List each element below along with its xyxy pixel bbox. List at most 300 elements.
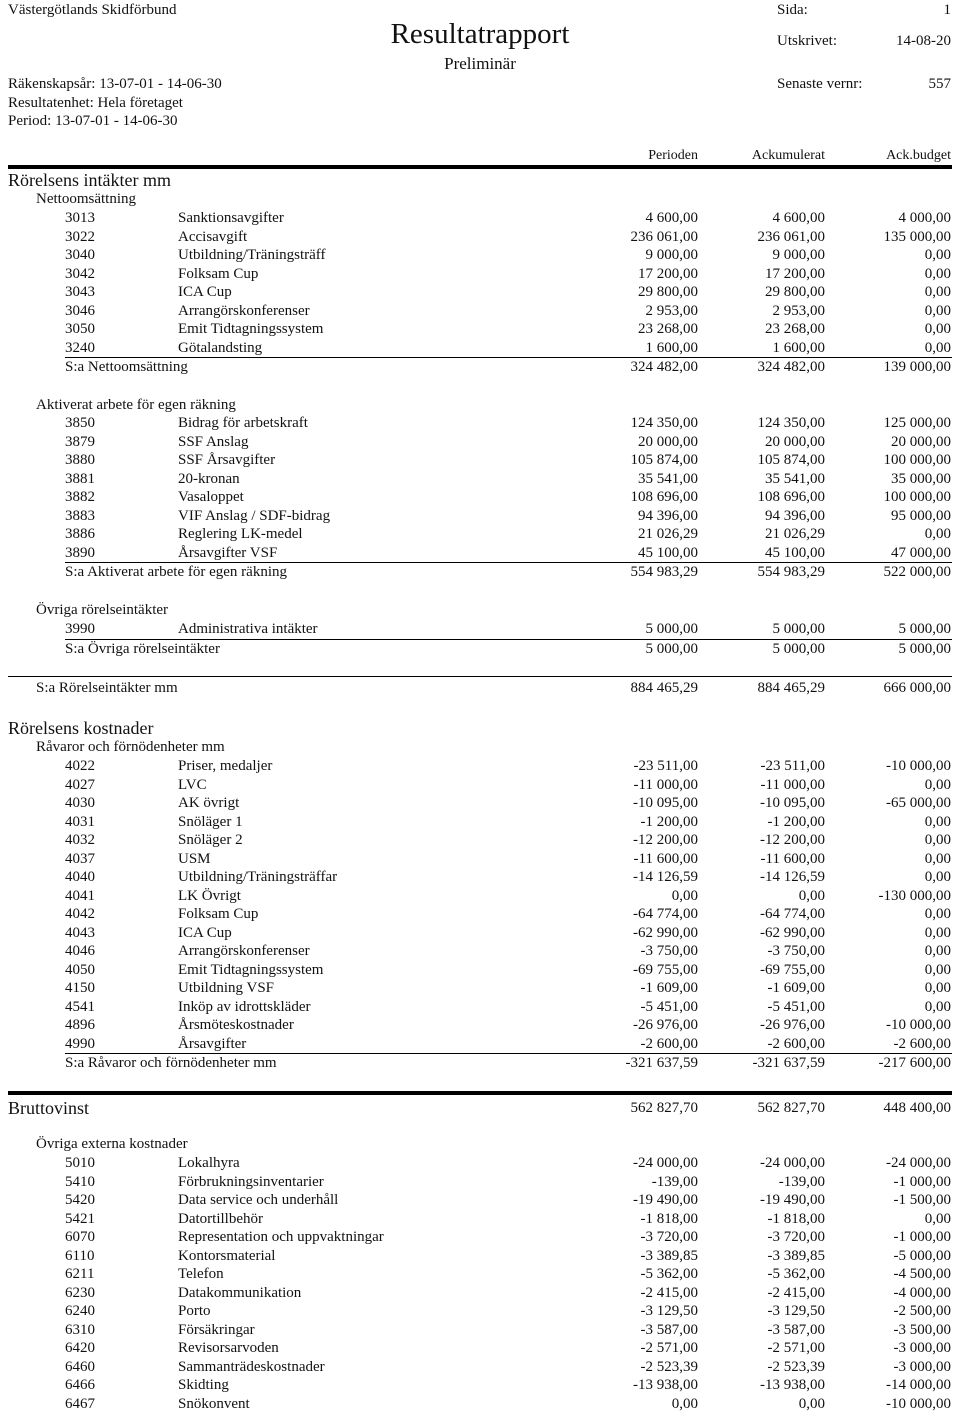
gross-profit-accumulated: 562 827,70: [757, 1100, 825, 1116]
amount-period: -69 755,00: [633, 961, 698, 978]
amount-period: -3 389,85: [640, 1247, 698, 1264]
account-number: 6211: [65, 1266, 95, 1282]
subtotal-rule: [65, 562, 952, 563]
account-number: 5420: [65, 1192, 95, 1208]
version-number: 557: [928, 76, 951, 92]
amount-period: 124 350,00: [630, 415, 698, 431]
account-row: [0, 545, 960, 563]
account-name: Försäkringar: [178, 1321, 255, 1338]
amount-accumulated: -62 990,00: [760, 924, 825, 941]
income-total-period: 884 465,29: [630, 680, 698, 696]
group-title-externa: Övriga externa kostnader: [36, 1136, 188, 1152]
amount-budget: -14 000,00: [886, 1377, 951, 1393]
amount-budget: -2 500,00: [893, 1303, 951, 1319]
account-row: [0, 229, 960, 247]
account-name: Snöläger 2: [178, 832, 243, 848]
account-row: [0, 1155, 960, 1173]
amount-period: 45 100,00: [638, 544, 698, 561]
account-row: [0, 526, 960, 544]
amount-period: 21 026,29: [638, 526, 698, 542]
account-name: Administrativa intäkter: [178, 621, 318, 637]
account-row: [0, 906, 960, 924]
account-number: 3990: [65, 621, 95, 637]
amount-budget: 0,00: [924, 869, 951, 885]
account-number: 3013: [65, 210, 95, 226]
account-name: LK Övrigt: [178, 887, 241, 904]
amount-accumulated: -24 000,00: [760, 1155, 825, 1171]
amount-budget: 0,00: [924, 1210, 951, 1227]
amount-period: -5 451,00: [640, 998, 698, 1015]
amount-accumulated: 20 000,00: [765, 433, 825, 450]
amount-period: -3 750,00: [640, 943, 698, 959]
amount-accumulated: 9 000,00: [772, 247, 825, 263]
income-total-label: S:a Rörelseintäkter mm: [36, 680, 178, 696]
amount-accumulated: 17 200,00: [765, 265, 825, 282]
account-name: Datortillbehör: [178, 1210, 263, 1227]
amount-accumulated: 35 541,00: [765, 470, 825, 487]
version-label: Senaste vernr:: [777, 76, 863, 92]
account-name: Accisavgift: [178, 228, 248, 245]
amount-period: 236 061,00: [630, 228, 698, 245]
subtotal-rule: [65, 1053, 952, 1054]
amount-period: 94 396,00: [638, 507, 698, 524]
account-name: USM: [178, 850, 211, 867]
page-label: Sida:: [777, 2, 808, 18]
account-number: 4031: [65, 813, 95, 830]
account-name: Emit Tidtagningssystem: [178, 321, 324, 337]
account-row: [0, 1359, 960, 1377]
account-row: [0, 1229, 960, 1247]
amount-accumulated: 94 396,00: [765, 507, 825, 524]
amount-budget: 35 000,00: [891, 470, 951, 487]
amount-budget: -10 000,00: [886, 1017, 951, 1033]
amount-budget: -24 000,00: [886, 1155, 951, 1171]
account-row: [0, 999, 960, 1017]
account-row: [0, 508, 960, 526]
subtotal-row: [0, 641, 960, 659]
amount-period: -13 938,00: [633, 1377, 698, 1393]
account-name: ICA Cup: [178, 924, 232, 941]
amount-period: -2 600,00: [640, 1035, 698, 1052]
amount-budget: 4 000,00: [898, 210, 951, 226]
amount-period: -23 511,00: [633, 758, 698, 774]
account-name: Priser, medaljer: [178, 758, 273, 774]
amount-budget: 0,00: [924, 776, 951, 793]
amount-accumulated: -19 490,00: [760, 1192, 825, 1208]
amount-accumulated: -5 362,00: [767, 1266, 825, 1282]
account-name: Utbildning VSF: [178, 980, 274, 996]
account-row: [0, 1285, 960, 1303]
account-row: [0, 452, 960, 470]
income-total-budget: 666 000,00: [883, 680, 951, 696]
amount-period: 9 000,00: [645, 247, 698, 263]
account-name: Data service och underhåll: [178, 1192, 339, 1208]
account-row: [0, 1322, 960, 1340]
subtotal-rule: [65, 357, 952, 358]
account-name: Emit Tidtagningssystem: [178, 961, 324, 978]
account-number: 5410: [65, 1173, 95, 1190]
account-number: 6467: [65, 1395, 95, 1412]
account-name: Årsavgifter VSF: [178, 544, 278, 561]
amount-period: -3 720,00: [640, 1229, 698, 1245]
account-number: 4541: [65, 998, 95, 1015]
account-name: Reglering LK-medel: [178, 526, 303, 542]
subtotal-accumulated: -321 637,59: [752, 1055, 825, 1071]
amount-accumulated: -13 938,00: [760, 1377, 825, 1393]
account-name: LVC: [178, 776, 207, 793]
account-name: Utbildning/Träningsträff: [178, 247, 326, 263]
gross-profit-period: 562 827,70: [630, 1100, 698, 1116]
amount-period: -2 523,39: [640, 1358, 698, 1375]
subtotal-period: 554 983,29: [630, 564, 698, 580]
amount-period: 0,00: [671, 1395, 698, 1412]
amount-budget: 0,00: [924, 832, 951, 848]
amount-budget: 0,00: [924, 526, 951, 542]
account-row: [0, 321, 960, 339]
group-title-ovriga-intakter: Övriga rörelseintäkter: [36, 602, 169, 618]
section-title-income: Rörelsens intäkter mm: [8, 170, 171, 190]
amount-period: -12 200,00: [633, 832, 698, 848]
amount-accumulated: 29 800,00: [765, 284, 825, 300]
account-name: VIF Anslag / SDF-bidrag: [178, 507, 331, 524]
account-number: 4032: [65, 832, 95, 848]
account-row: [0, 1036, 960, 1054]
amount-budget: -4 000,00: [893, 1284, 951, 1301]
amount-period: -3 129,50: [640, 1303, 698, 1319]
subtotal-accumulated: 324 482,00: [757, 359, 825, 375]
account-number: 3240: [65, 339, 95, 356]
account-number: 3043: [65, 284, 95, 300]
amount-period: -2 571,00: [640, 1340, 698, 1356]
account-number: 4150: [65, 980, 95, 996]
account-row: [0, 210, 960, 228]
account-number: 4041: [65, 887, 95, 904]
account-name: Revisorsarvoden: [178, 1340, 279, 1356]
account-number: 3879: [65, 433, 95, 450]
gross-profit-row: [0, 1098, 960, 1120]
page-number: 1: [943, 2, 951, 18]
amount-budget: -1 000,00: [893, 1173, 951, 1190]
amount-budget: -10 000,00: [886, 758, 951, 774]
report-title: Resultatrapport: [390, 18, 570, 50]
amount-accumulated: -3 129,50: [767, 1303, 825, 1319]
account-number: 6110: [65, 1247, 95, 1264]
amount-budget: 0,00: [924, 321, 951, 337]
amount-period: 105 874,00: [630, 452, 698, 468]
amount-accumulated: 23 268,00: [765, 321, 825, 337]
account-name: Arrangörskonferenser: [178, 302, 310, 319]
account-number: 4896: [65, 1017, 95, 1033]
account-number: 3040: [65, 247, 95, 263]
account-row: [0, 471, 960, 489]
amount-accumulated: 236 061,00: [757, 228, 825, 245]
amount-period: -2 415,00: [640, 1284, 698, 1301]
amount-period: -139,00: [651, 1173, 698, 1190]
group-title-ravaror: Råvaror och förnödenheter mm: [36, 739, 225, 755]
amount-budget: -4 500,00: [893, 1266, 951, 1282]
amount-accumulated: 5 000,00: [772, 621, 825, 637]
amount-period: 2 953,00: [645, 302, 698, 319]
amount-budget: 0,00: [924, 284, 951, 300]
account-name: Vasaloppet: [178, 489, 244, 505]
subtotal-label: S:a Övriga rörelseintäkter: [65, 640, 220, 657]
account-row: [0, 1017, 960, 1035]
amount-budget: 5 000,00: [898, 621, 951, 637]
account-number: 3046: [65, 302, 95, 319]
amount-budget: -3 000,00: [893, 1340, 951, 1356]
gross-rule: [8, 1091, 952, 1095]
printed-date: 14-08-20: [896, 33, 951, 49]
amount-accumulated: 45 100,00: [765, 544, 825, 561]
amount-budget: 0,00: [924, 339, 951, 356]
account-row: [0, 832, 960, 850]
subtotal-rule: [65, 639, 952, 640]
account-name: Datakommunikation: [178, 1284, 302, 1301]
amount-budget: 0,00: [924, 924, 951, 941]
amount-budget: 20 000,00: [891, 433, 951, 450]
amount-budget: 135 000,00: [883, 228, 951, 245]
amount-budget: -1 500,00: [893, 1192, 951, 1208]
subtotal-row: [0, 564, 960, 582]
amount-period: 108 696,00: [630, 489, 698, 505]
amount-accumulated: 21 026,29: [765, 526, 825, 542]
amount-budget: 0,00: [924, 813, 951, 830]
income-total-accumulated: 884 465,29: [757, 680, 825, 696]
section-title-costs: Rörelsens kostnader: [8, 718, 154, 738]
account-row: [0, 851, 960, 869]
account-row: [0, 303, 960, 321]
amount-budget: 0,00: [924, 302, 951, 319]
subtotal-period: 324 482,00: [630, 359, 698, 375]
amount-period: -1 818,00: [640, 1210, 698, 1227]
account-row: [0, 1211, 960, 1229]
amount-budget: 0,00: [924, 906, 951, 922]
subtotal-budget: 5 000,00: [898, 640, 951, 657]
account-row: [0, 1174, 960, 1192]
account-number: 4043: [65, 924, 95, 941]
amount-budget: 125 000,00: [883, 415, 951, 431]
account-row: [0, 943, 960, 961]
account-row: [0, 1303, 960, 1321]
account-row: [0, 1192, 960, 1210]
amount-accumulated: -12 200,00: [760, 832, 825, 848]
account-row: [0, 266, 960, 284]
amount-period: 23 268,00: [638, 321, 698, 337]
account-name: Förbrukningsinventarier: [178, 1173, 324, 1190]
account-number: 4042: [65, 906, 95, 922]
account-row: [0, 777, 960, 795]
subtotal-label: S:a Aktiverat arbete för egen räkning: [65, 564, 287, 580]
amount-accumulated: -64 774,00: [760, 906, 825, 922]
account-name: Folksam Cup: [178, 906, 259, 922]
account-name: Sammanträdeskostnader: [178, 1358, 325, 1375]
subtotal-budget: -217 600,00: [878, 1055, 951, 1071]
amount-period: -5 362,00: [640, 1266, 698, 1282]
gross-profit-label: Bruttovinst: [8, 1098, 90, 1118]
account-row: [0, 415, 960, 433]
amount-accumulated: -11 000,00: [760, 776, 825, 793]
amount-budget: -65 000,00: [886, 795, 951, 811]
account-row: [0, 284, 960, 302]
amount-accumulated: -11 600,00: [760, 850, 825, 867]
amount-accumulated: 108 696,00: [757, 489, 825, 505]
amount-period: -26 976,00: [633, 1017, 698, 1033]
result-unit: Resultatenhet: Hela företaget: [8, 95, 183, 111]
amount-budget: 0,00: [924, 247, 951, 263]
account-number: 3880: [65, 452, 95, 468]
account-number: 3050: [65, 321, 95, 337]
account-number: 5421: [65, 1210, 95, 1227]
amount-accumulated: -5 451,00: [767, 998, 825, 1015]
account-row: [0, 869, 960, 887]
account-row: [0, 962, 960, 980]
account-row: [0, 489, 960, 507]
gross-profit-budget: 448 400,00: [883, 1100, 951, 1116]
account-name: Snökonvent: [178, 1395, 250, 1412]
account-row: [0, 888, 960, 906]
amount-period: 4 600,00: [645, 210, 698, 226]
amount-accumulated: 105 874,00: [757, 452, 825, 468]
amount-budget: -130 000,00: [878, 887, 951, 904]
fiscal-year: Räkenskapsår: 13-07-01 - 14-06-30: [8, 76, 222, 92]
subtotal-budget: 139 000,00: [883, 359, 951, 375]
amount-budget: -1 000,00: [893, 1229, 951, 1245]
account-number: 3881: [65, 470, 95, 487]
account-name: Årsmöteskostnader: [178, 1017, 294, 1033]
amount-accumulated: -69 755,00: [760, 961, 825, 978]
subtotal-row: [0, 359, 960, 377]
account-row: [0, 1248, 960, 1266]
column-header-accumulated: Ackumulerat: [751, 148, 825, 163]
group-title-netto: Nettoomsättning: [36, 191, 136, 207]
amount-period: -14 126,59: [633, 869, 698, 885]
amount-period: -19 490,00: [633, 1192, 698, 1208]
account-number: 6460: [65, 1358, 95, 1375]
amount-accumulated: 0,00: [798, 1395, 825, 1412]
amount-period: -24 000,00: [633, 1155, 698, 1171]
amount-budget: 0,00: [924, 998, 951, 1015]
column-header-period: Perioden: [648, 148, 698, 163]
account-name: Arrangörskonferenser: [178, 943, 310, 959]
account-row: [0, 1377, 960, 1395]
account-row: [0, 980, 960, 998]
account-name: Kontorsmaterial: [178, 1247, 276, 1264]
account-name: Götalandsting: [178, 339, 263, 356]
account-number: 4022: [65, 758, 95, 774]
group-title-aktiverat: Aktiverat arbete för egen räkning: [36, 397, 236, 413]
account-number: 3022: [65, 228, 95, 245]
amount-accumulated: -26 976,00: [760, 1017, 825, 1033]
account-number: 3890: [65, 544, 95, 561]
amount-period: -64 774,00: [633, 906, 698, 922]
subtotal-period: -321 637,59: [625, 1055, 698, 1071]
account-name: Lokalhyra: [178, 1155, 240, 1171]
account-row: [0, 1340, 960, 1358]
amount-accumulated: -3 750,00: [767, 943, 825, 959]
amount-budget: 0,00: [924, 980, 951, 996]
amount-budget: 47 000,00: [891, 544, 951, 561]
amount-budget: 100 000,00: [883, 452, 951, 468]
subtotal-period: 5 000,00: [645, 640, 698, 657]
account-name: SSF Anslag: [178, 433, 249, 450]
amount-budget: -3 000,00: [893, 1358, 951, 1375]
account-row: [0, 1266, 960, 1284]
account-name: Årsavgifter: [178, 1035, 247, 1052]
amount-period: 35 541,00: [638, 470, 698, 487]
column-header-budget: Ack.budget: [886, 148, 951, 163]
period: Period: 13-07-01 - 14-06-30: [8, 113, 178, 129]
income-total-row: [0, 680, 960, 698]
amount-accumulated: -1 818,00: [767, 1210, 825, 1227]
subtotal-label: S:a Råvaror och förnödenheter mm: [65, 1055, 277, 1071]
account-row: [0, 1396, 960, 1414]
amount-period: 17 200,00: [638, 265, 698, 282]
amount-period: -1 200,00: [640, 813, 698, 830]
account-row: [0, 434, 960, 452]
account-number: 3042: [65, 265, 95, 282]
amount-accumulated: -3 587,00: [767, 1321, 825, 1338]
amount-accumulated: -23 511,00: [760, 758, 825, 774]
account-number: 4040: [65, 869, 95, 885]
account-name: SSF Årsavgifter: [178, 452, 276, 468]
account-number: 3882: [65, 489, 95, 505]
amount-accumulated: 124 350,00: [757, 415, 825, 431]
account-number: 3886: [65, 526, 95, 542]
amount-budget: 0,00: [924, 850, 951, 867]
amount-accumulated: 1 600,00: [772, 339, 825, 356]
amount-budget: 100 000,00: [883, 489, 951, 505]
account-number: 5010: [65, 1155, 95, 1171]
amount-accumulated: -1 200,00: [767, 813, 825, 830]
account-number: 6070: [65, 1229, 95, 1245]
account-row: [0, 925, 960, 943]
account-name: AK övrigt: [178, 795, 240, 811]
account-name: Porto: [178, 1303, 211, 1319]
amount-budget: -10 000,00: [886, 1395, 951, 1412]
account-name: Telefon: [178, 1266, 224, 1282]
account-name: Skidting: [178, 1377, 229, 1393]
amount-period: -11 600,00: [633, 850, 698, 867]
account-number: 4037: [65, 850, 95, 867]
account-name: Inköp av idrottskläder: [178, 998, 311, 1015]
account-number: 4990: [65, 1035, 95, 1052]
amount-period: 20 000,00: [638, 433, 698, 450]
amount-budget: -5 000,00: [893, 1247, 951, 1264]
printed-label: Utskrivet:: [777, 33, 837, 49]
amount-accumulated: 0,00: [798, 887, 825, 904]
organization-name: Västergötlands Skidförbund: [8, 2, 177, 18]
account-name: Folksam Cup: [178, 265, 259, 282]
amount-period: -1 609,00: [640, 980, 698, 996]
amount-accumulated: -3 720,00: [767, 1229, 825, 1245]
subtotal-label: S:a Nettoomsättning: [65, 359, 188, 375]
account-row: [0, 814, 960, 832]
account-name: Bidrag för arbetskraft: [178, 415, 308, 431]
amount-period: -10 095,00: [633, 795, 698, 811]
account-name: ICA Cup: [178, 284, 232, 300]
header-rule: [8, 165, 952, 169]
account-name: Utbildning/Träningsträffar: [178, 869, 338, 885]
amount-accumulated: -139,00: [778, 1173, 825, 1190]
subtotal-accumulated: 5 000,00: [772, 640, 825, 657]
amount-period: -11 000,00: [633, 776, 698, 793]
account-number: 3850: [65, 415, 95, 431]
account-number: 4030: [65, 795, 95, 811]
account-row: [0, 758, 960, 776]
amount-period: 5 000,00: [645, 621, 698, 637]
amount-accumulated: -3 389,85: [767, 1247, 825, 1264]
amount-period: 1 600,00: [645, 339, 698, 356]
